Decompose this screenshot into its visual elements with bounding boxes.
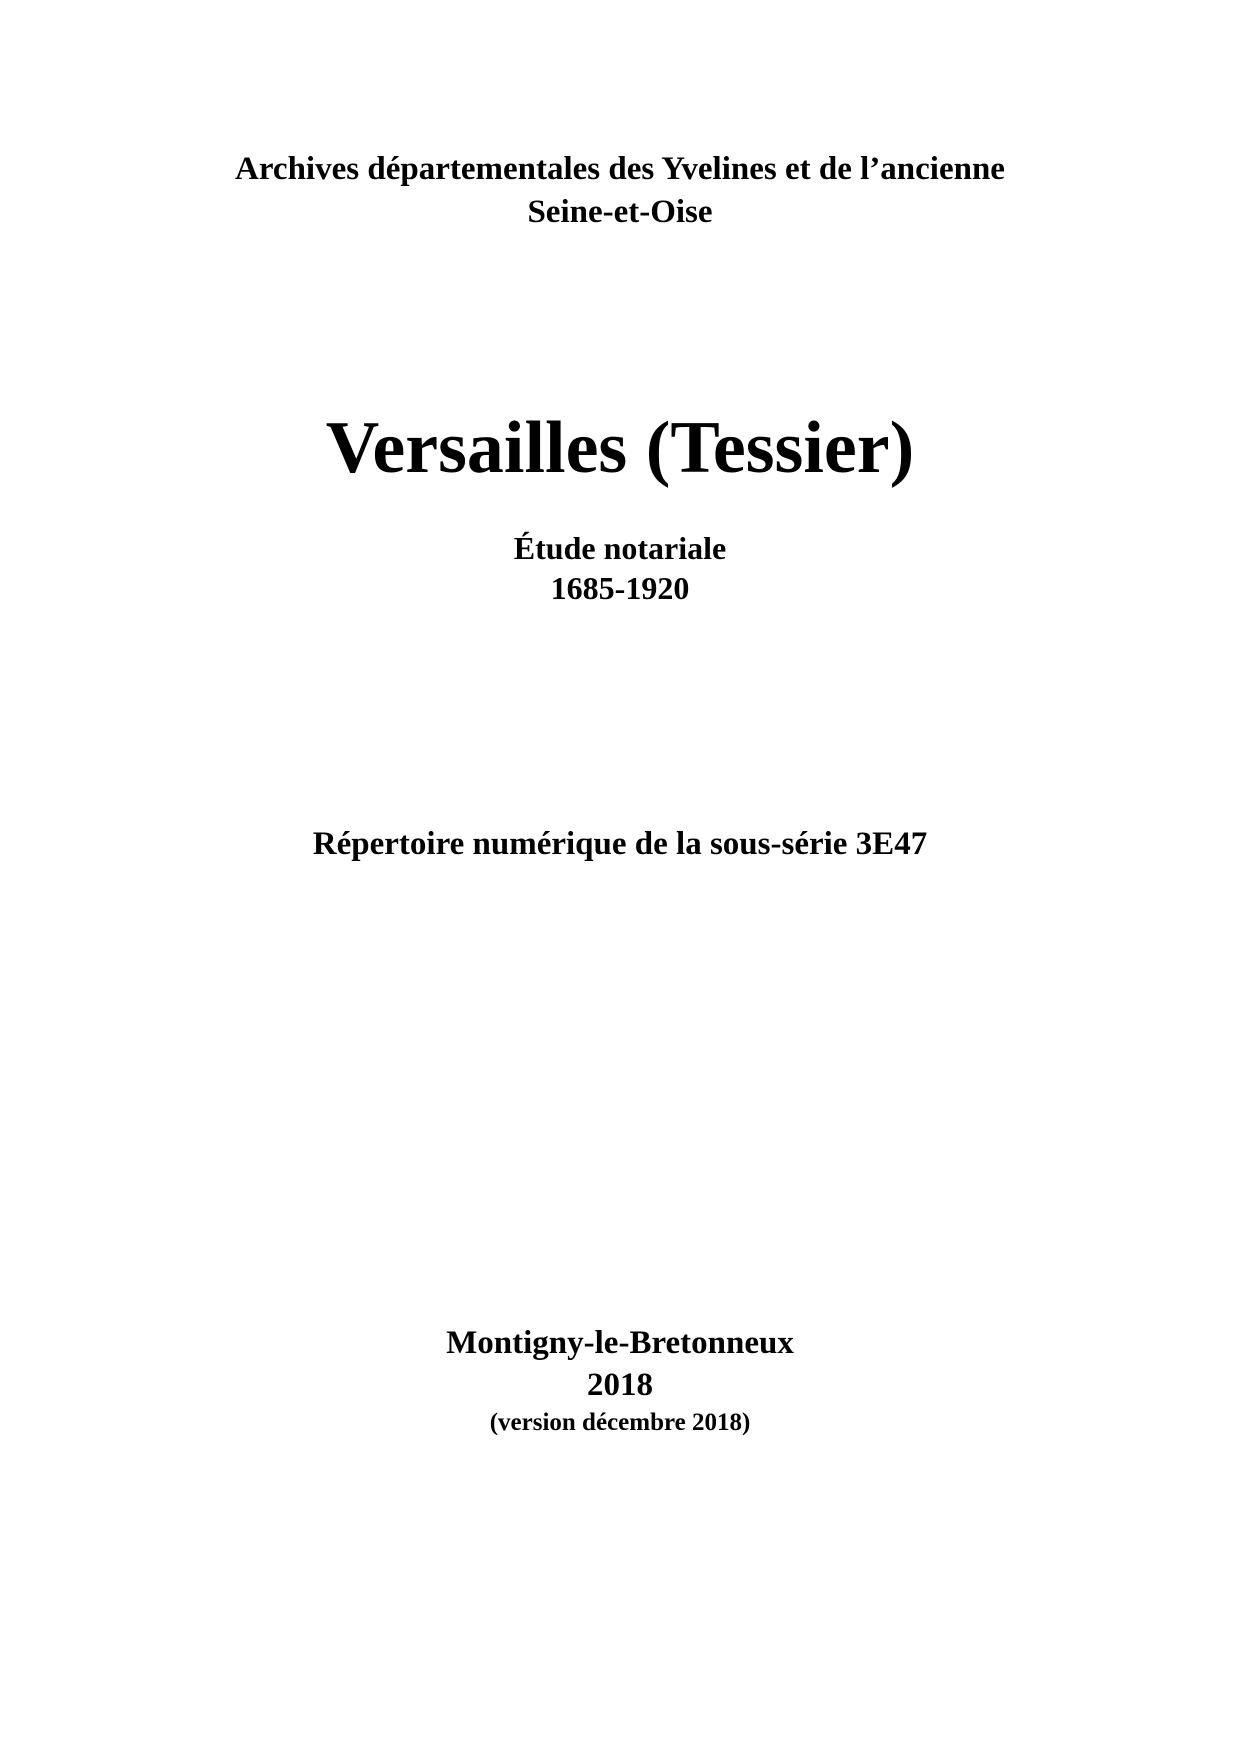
publication-year: 2018 bbox=[587, 1367, 653, 1403]
document-subtitle bbox=[0, 528, 1240, 608]
repertoire-heading bbox=[0, 822, 1240, 866]
institution-line-2: Seine-et-Oise bbox=[527, 194, 713, 230]
title-text: Versailles (Tessier) bbox=[325, 407, 915, 489]
subtitle-kind: Étude notariale bbox=[513, 530, 727, 566]
publication-info bbox=[0, 1322, 1240, 1440]
institution-heading bbox=[0, 148, 1240, 234]
publication-place: Montigny-le-Bretonneux bbox=[446, 1325, 794, 1361]
publication-version: (version décembre 2018) bbox=[489, 1409, 751, 1436]
subtitle-dates: 1685-1920 bbox=[550, 570, 690, 606]
repertoire-text: Répertoire numérique de la sous-série 3E47 bbox=[312, 826, 928, 862]
document-title bbox=[0, 403, 1240, 493]
institution-line-1: Archives départementales des Yvelines et de l’ancienne bbox=[235, 151, 1005, 187]
